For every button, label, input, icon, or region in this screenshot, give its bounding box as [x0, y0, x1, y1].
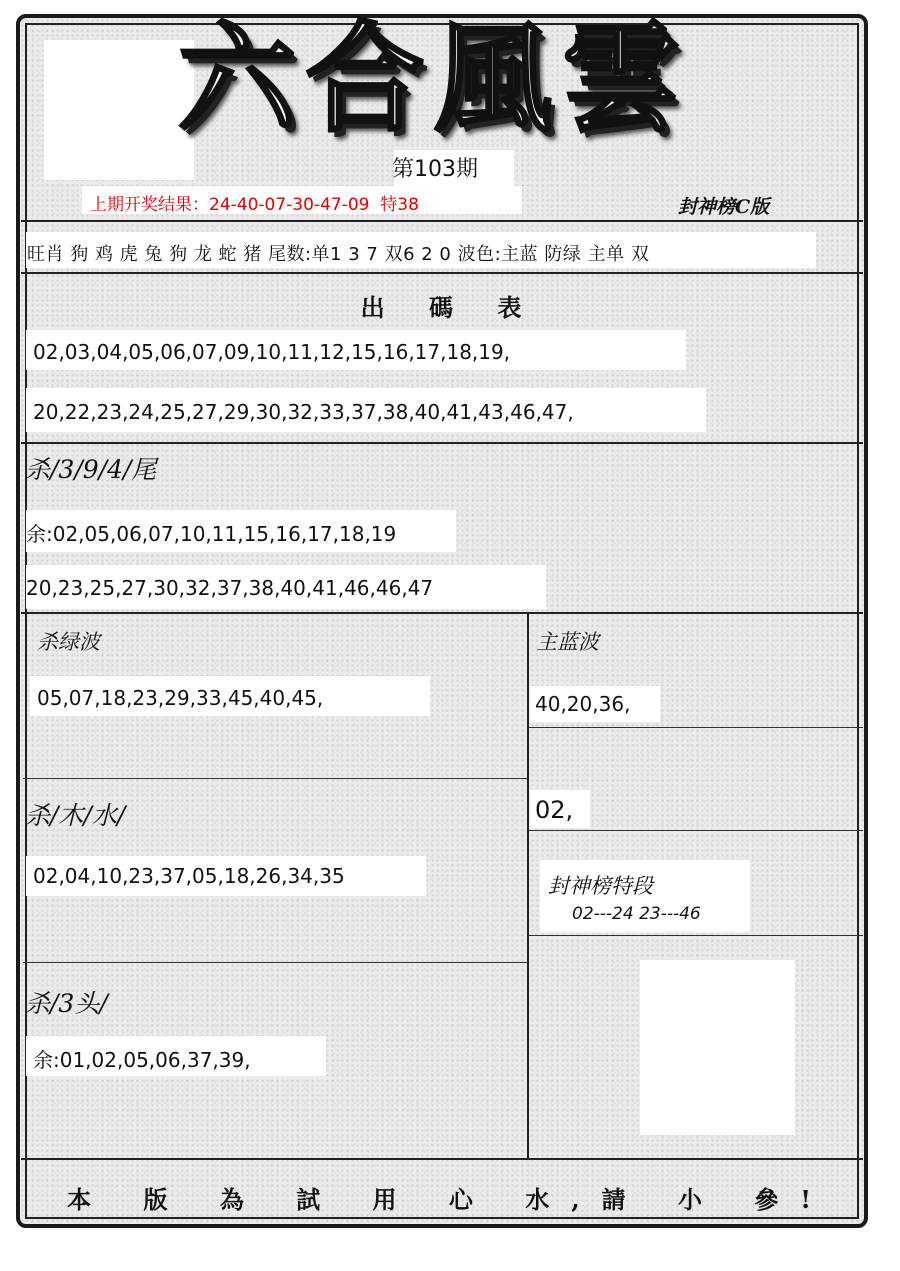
divider-left-1	[23, 778, 527, 779]
divider-tails	[21, 612, 863, 614]
divider-columns	[527, 612, 529, 1158]
blank-patch-empty	[640, 960, 795, 1135]
edition-label: 封神榜C版	[678, 196, 770, 218]
divider-footer	[21, 1158, 863, 1160]
number-table-row2: 20,22,23,24,25,27,29,30,32,33,37,38,40,41,43,46,47,	[33, 400, 574, 424]
main-blue-numbers: 40,20,36,	[535, 692, 631, 716]
number-table-row1: 02,03,04,05,06,07,09,10,11,12,15,16,17,18,19,	[33, 340, 511, 364]
kill-tails-label: 杀/3/9/4/尾	[25, 455, 157, 484]
divider-table	[21, 442, 863, 444]
last-result	[90, 190, 419, 215]
kill-tails-row2: 20,23,25,27,30,32,37,38,40,41,46,46,47	[26, 576, 434, 600]
kill-head-label: 杀/3头/	[25, 989, 108, 1018]
last-result-numbers: 24-40-07-30-47-09	[209, 195, 370, 215]
divider-left-2	[23, 962, 527, 963]
special-section-label: 封神榜特段	[548, 874, 653, 898]
divider-right-1	[529, 727, 863, 728]
logo-title: 六合風雲	[178, 9, 691, 148]
footer-note: 本 版 為 試 用 心 水,請 小 參!	[67, 1185, 833, 1214]
last-result-label: 上期开奖结果：	[90, 195, 209, 215]
issue-number: 第103期	[392, 157, 478, 182]
kill-green-numbers: 05,07,18,23,29,33,45,40,45,	[37, 686, 324, 710]
zodiac-tail-color-line: 旺肖 狗 鸡 虎 兔 狗 龙 蛇 猪 尾数:单1 3 7 双6 2 0 波色:主蓝 防绿 主单 双	[27, 244, 650, 265]
special-section-value: 02---24 23---46	[572, 904, 701, 924]
kill-elements-label: 杀/木/水/	[25, 801, 126, 830]
main-blue-label: 主蓝波	[536, 630, 599, 654]
divider-right-3	[529, 935, 863, 936]
divider-zodiac	[21, 272, 863, 274]
single-pick-numbers: 02,	[535, 796, 574, 824]
kill-tails-row1: 余:02,05,06,07,10,11,15,16,17,18,19	[26, 522, 397, 546]
kill-green-label: 杀绿波	[37, 630, 100, 654]
blank-patch-logo	[44, 40, 194, 180]
divider-header	[21, 220, 863, 222]
kill-elements-numbers: 02,04,10,23,37,05,18,26,34,35	[33, 864, 345, 888]
last-result-special: 特38	[380, 195, 419, 215]
kill-head-numbers: 余:01,02,05,06,37,39,	[33, 1048, 251, 1072]
divider-right-2	[529, 830, 863, 831]
number-table-title: 出 碼 表	[360, 293, 540, 322]
